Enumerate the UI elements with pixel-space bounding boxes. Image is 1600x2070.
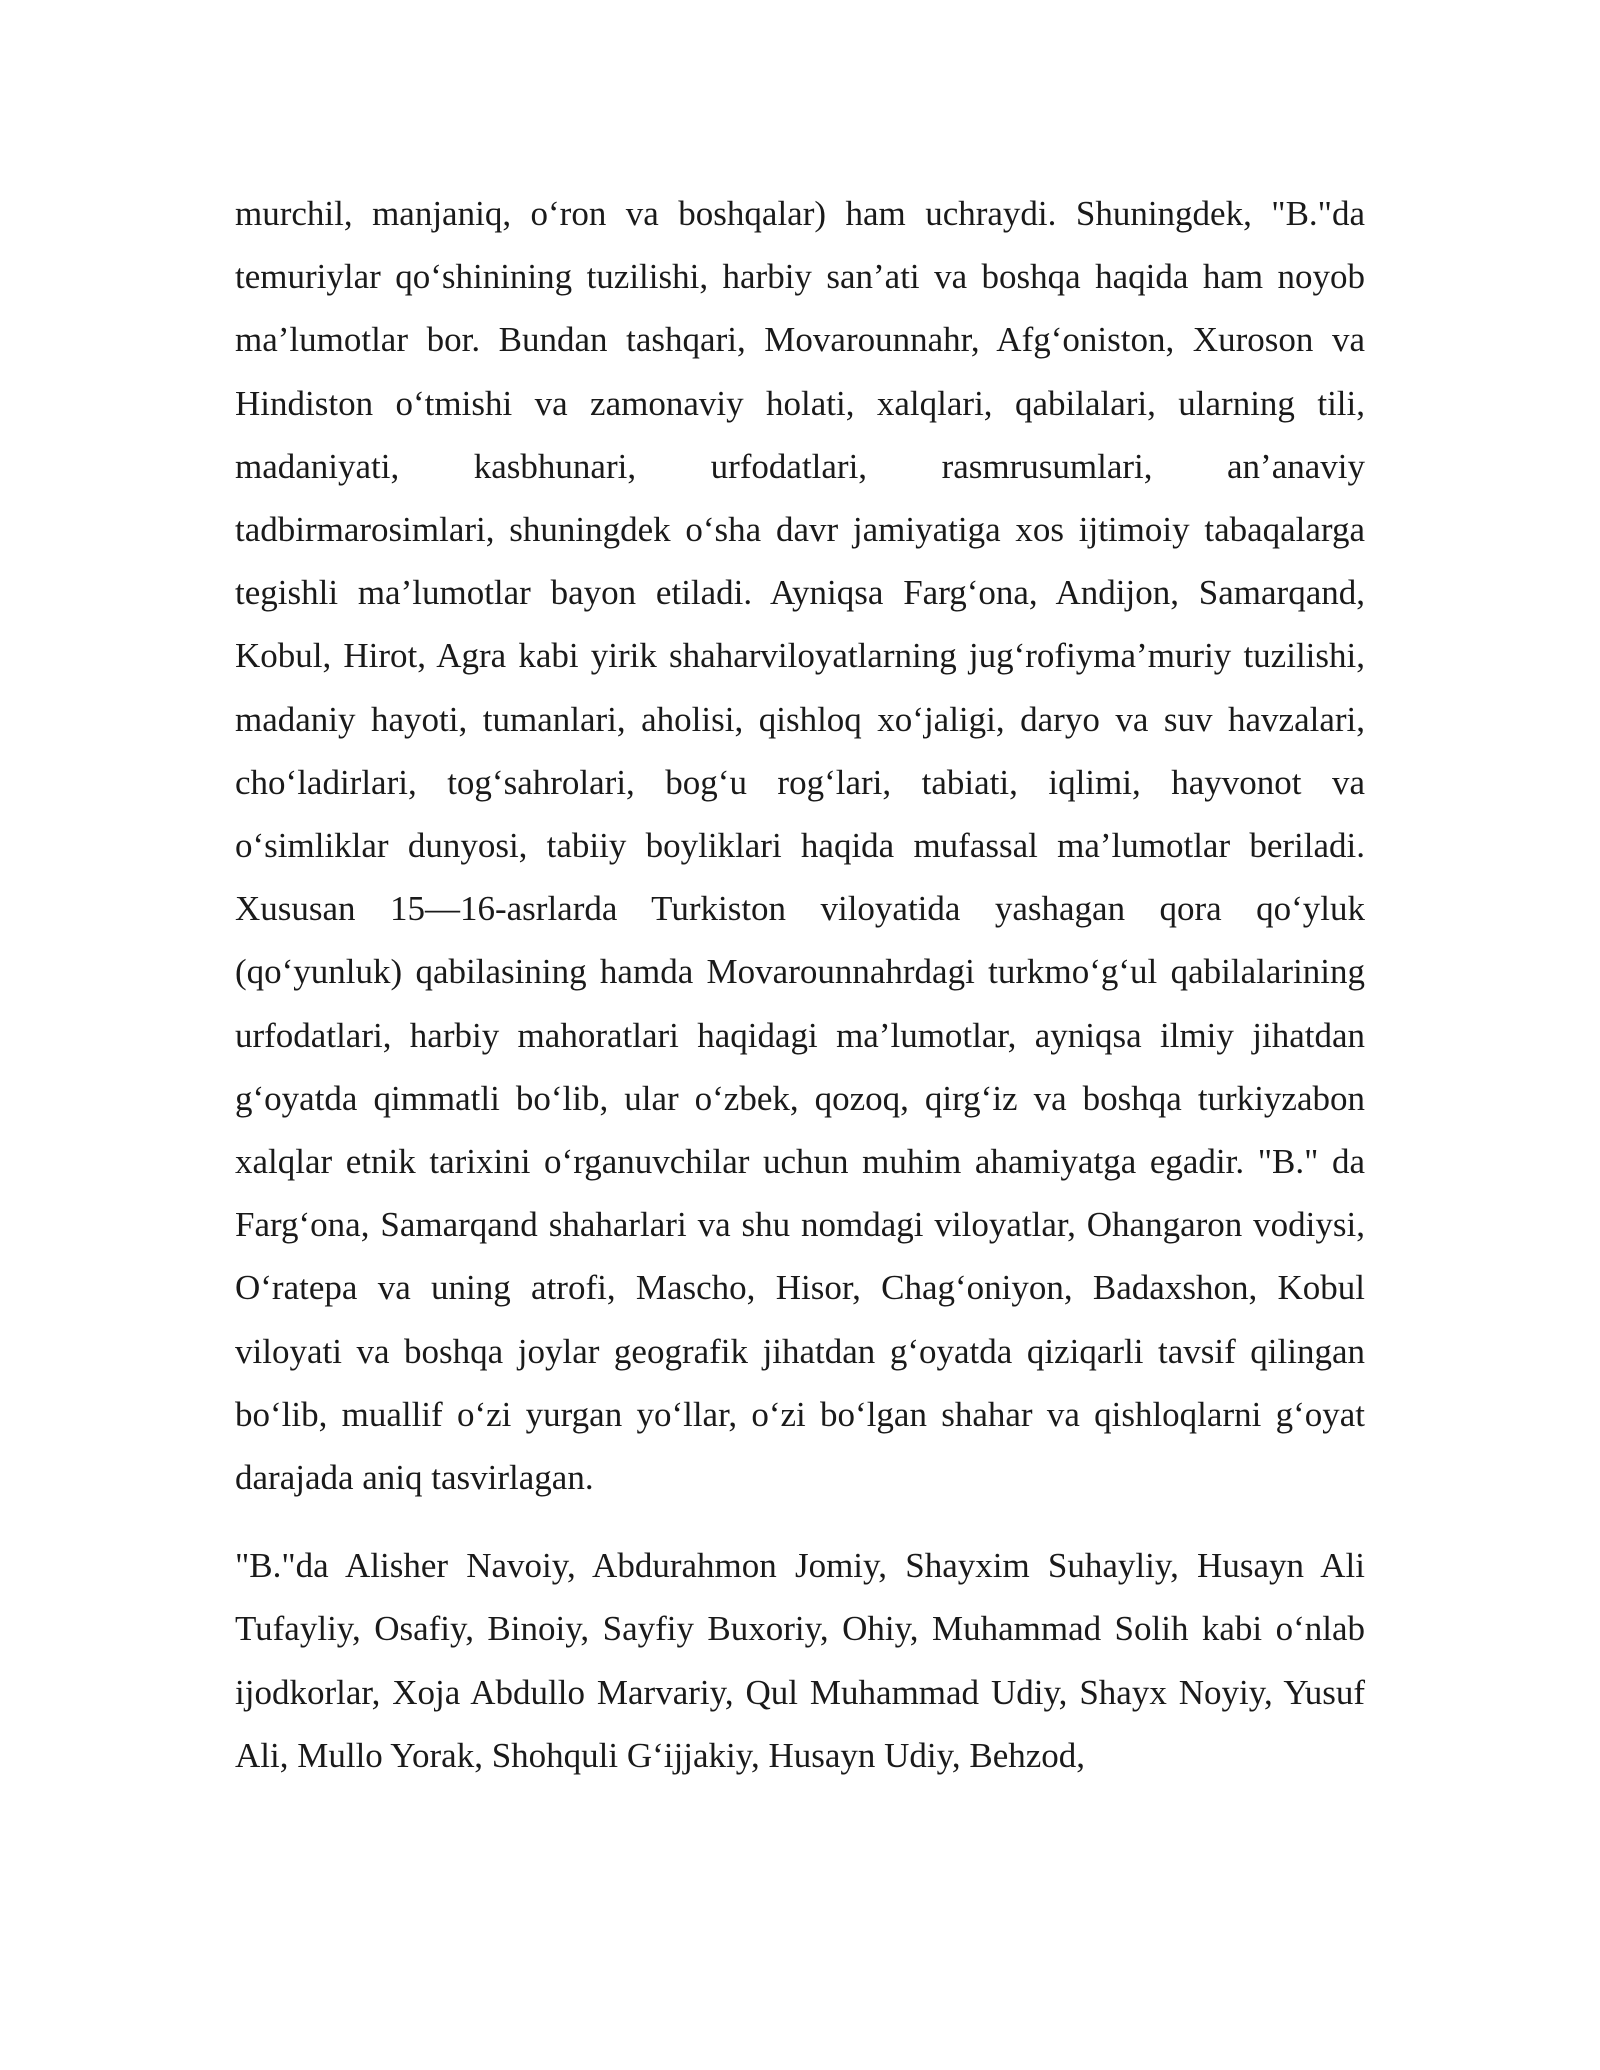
paragraph-1: murchil, manjaniq, o‘ron va boshqalar) ham uchraydi. Shuningdek, "B."da temuriylar qo‘shinining tuzilishi, harbiy san’ati va boshqa haqida ham noyob ma’lumotlar bor. Bundan tashqari, Movarounnahr, Afg‘oniston, Xuroson va Hindiston o‘tmishi va zamonaviy holati, xalqlari, qabilalari, ularning tili, madaniyati, kasbhunari, urfodatlari, rasmrusumlari, an’anaviy tadbirmarosimlari, shuningdek o‘sha davr jamiyatiga xos ijtimoiy tabaqalarga tegishli ma’lumotlar bayon etiladi. Ayniqsa Farg‘ona, Andijon, Samarqand, Kobul, Hirot, Agra kabi yirik shaharviloyatlarning jug‘rofiyma’muriy tuzilishi, madaniy hayoti, tumanlari, aholisi, qishloq xo‘jaligi, daryo va suv havzalari, cho‘ladirlari, tog‘sahrolari, bog‘u rog‘lari, tabiati, iqlimi, hayvonot va o‘simliklar dunyosi, tabiiy boyliklari haqida mufassal ma’lumotlar beriladi. Xususan 15—16-asrlarda Turkiston viloyatida yashagan qora qo‘yluk (qo‘yunluk) qabilasining hamda Movarounnahrdagi turkmo‘g‘ul qabilalarining urfodatlari, harbiy mahoratlari haqidagi ma’lumotlar, ayniqsa ilmiy jihatdan g‘oyatda qimmatli bo‘lib, ular o‘zbek, qozoq, qirg‘iz va boshqa turkiyzabon xalqlar etnik tarixini o‘rganuvchilar uchun muhim ahamiyatga egadir. "B." da Farg‘ona, Samarqand shaharlari va shu nomdagi viloyatlar, Ohangaron vodiysi, O‘ratepa va uning atrofi, Mascho, Hisor, Chag‘oniyon, Badaxshon, Kobul viloyati va boshqa joylar geografik jihatdan g‘oyatda qiziqarli tavsif qilingan bo‘lib, muallif o‘zi yurgan yo‘llar, o‘zi bo‘lgan shahar va qishloqlarni g‘oyat darajada aniq tasvirlagan. — [235, 194, 1365, 1498]
document-body — [235, 182, 1365, 1787]
paragraph-2: "B."da Alisher Navoiy, Abdurahmon Jomiy, Shayxim Suhayliy, Husayn Ali Tufayliy, Osafiy, Binoiy, Sayfiy Buxoriy, Ohiy, Muhammad Solih kabi o‘nlab ijodkorlar, Xoja Abdullo Marvariy, Qul Muhammad Udiy, Shayx Noyiy, Yusuf Ali, Mullo Yorak, Shohquli G‘ijjakiy, Husayn Udiy, Behzod, — [235, 1546, 1365, 1775]
